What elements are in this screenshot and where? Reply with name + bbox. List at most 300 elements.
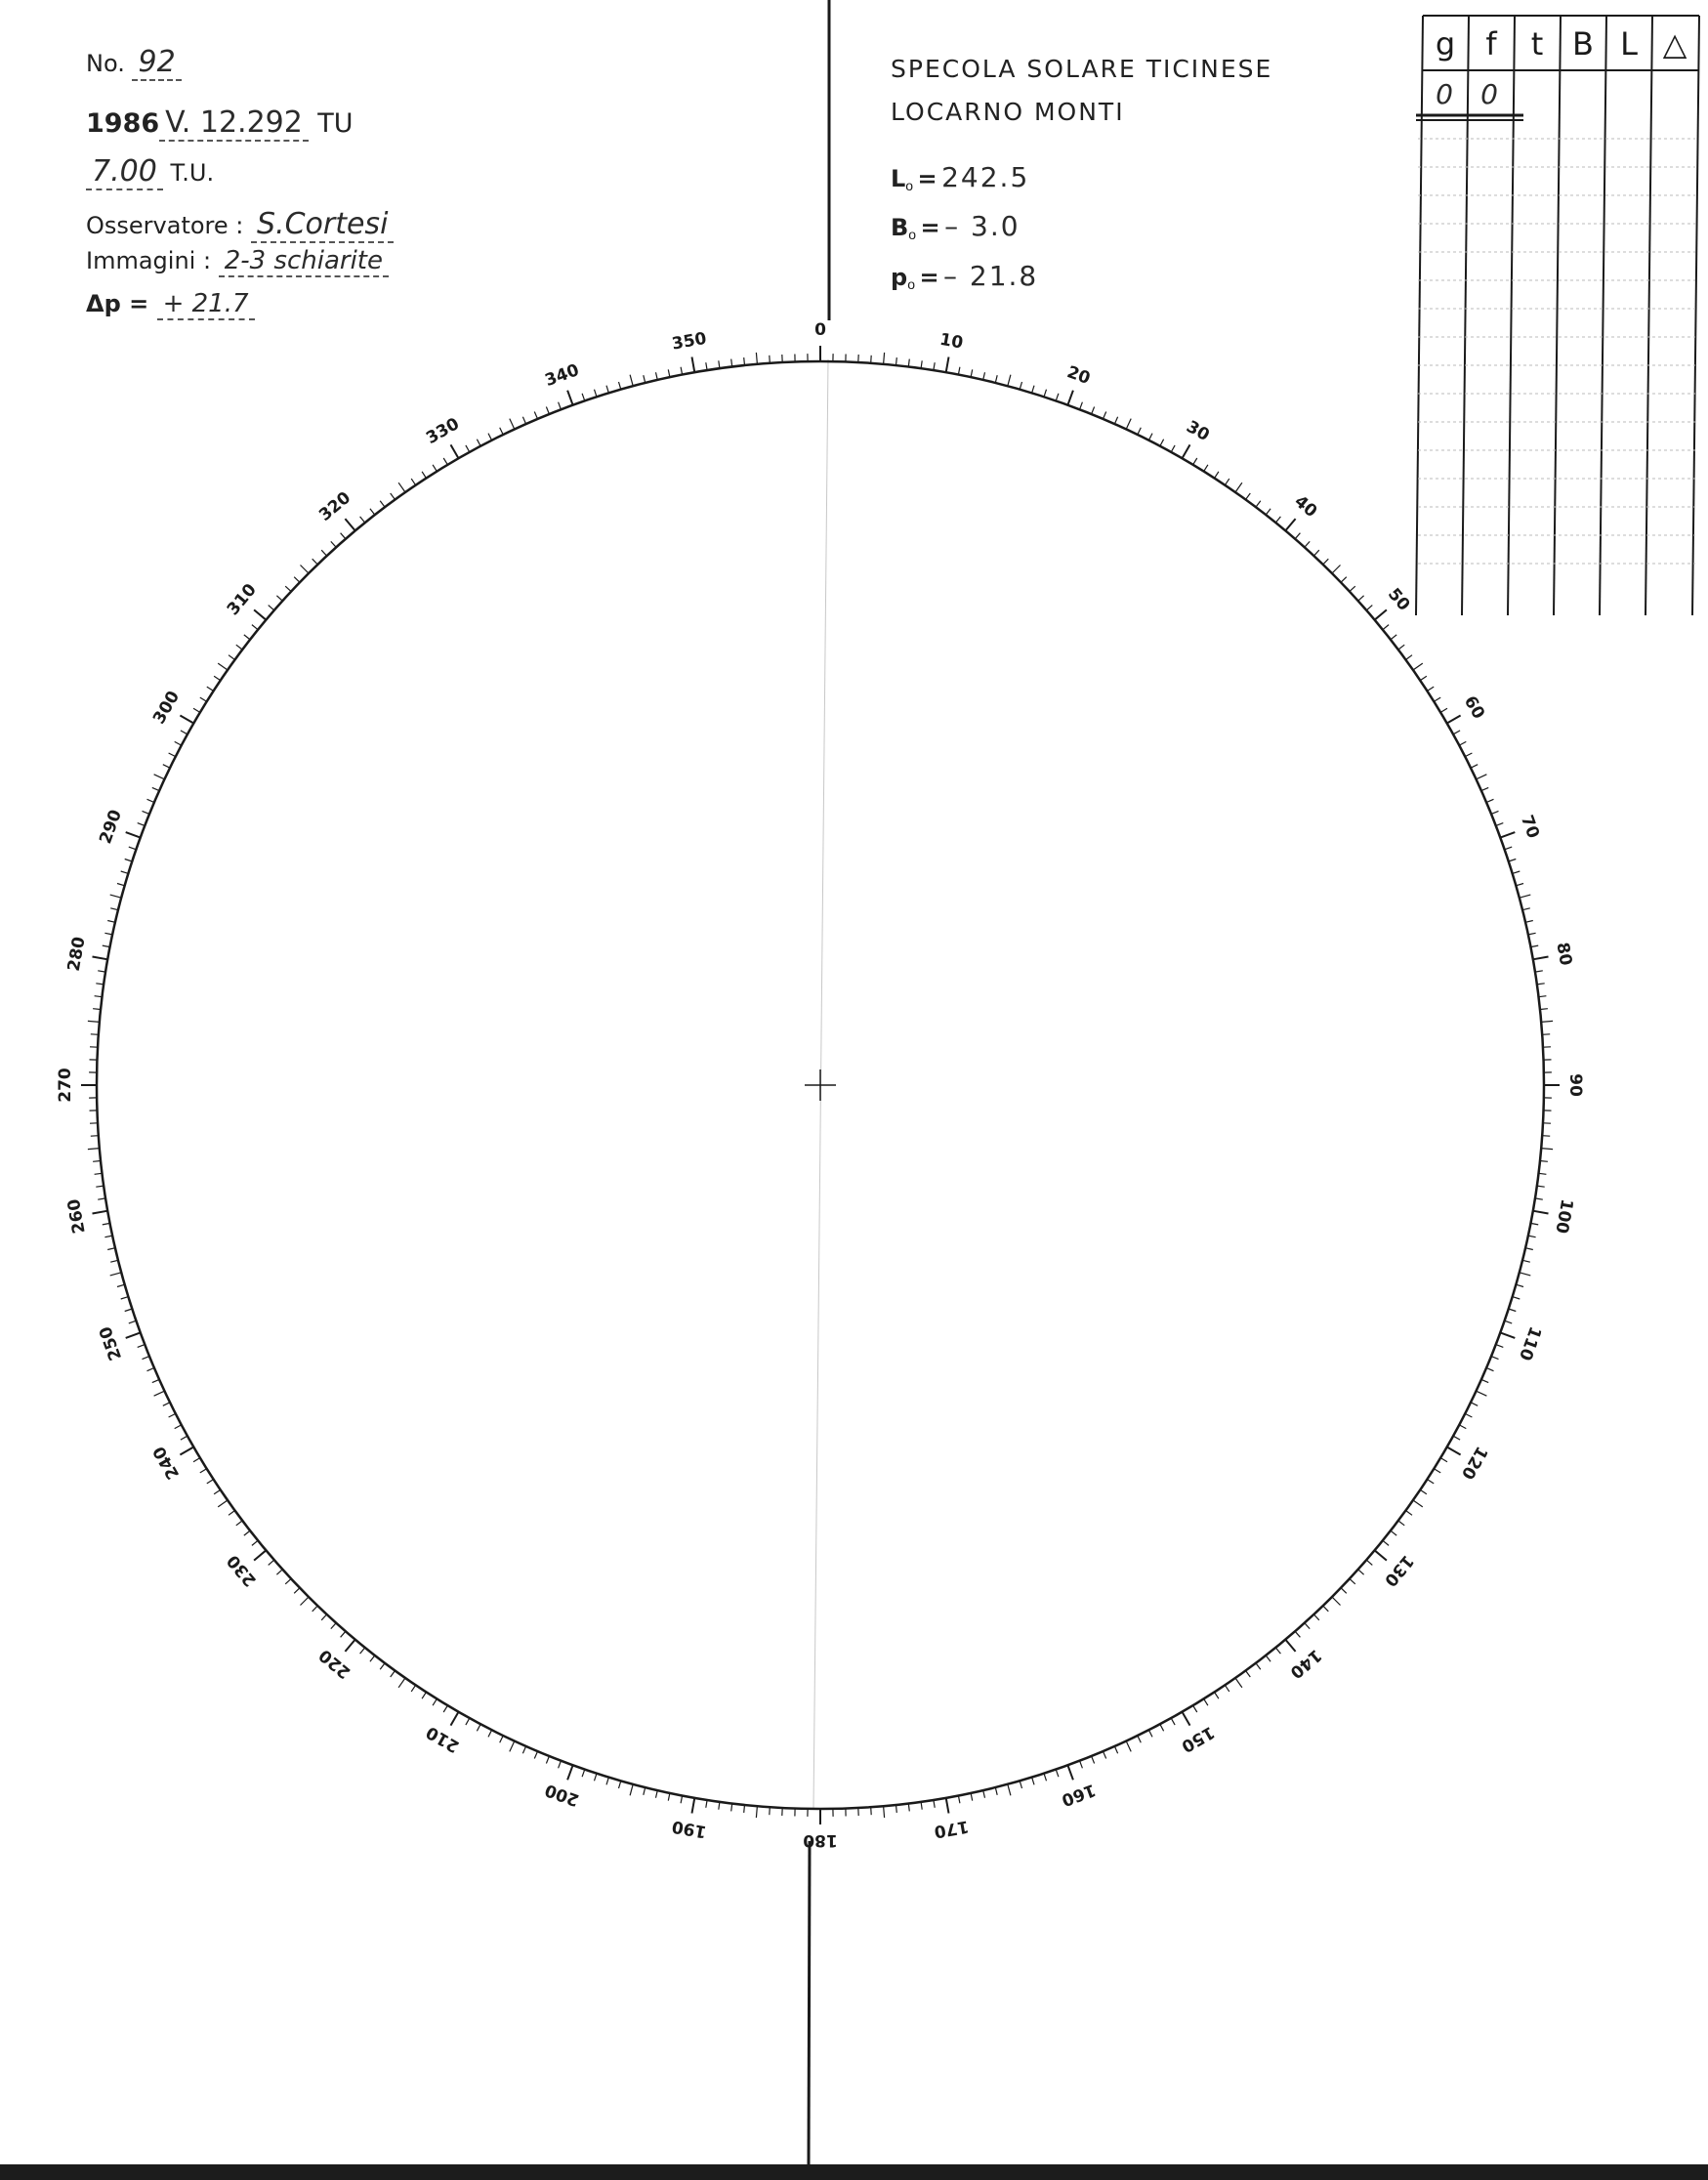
degree-tick — [706, 362, 707, 370]
param-p0-eq: = — [919, 264, 939, 291]
degree-tick — [1148, 434, 1152, 440]
date-value: V. 12.292 — [159, 105, 309, 142]
degree-tick — [896, 357, 897, 365]
degree-tick — [110, 908, 118, 910]
degree-tick — [1486, 799, 1493, 802]
degree-tick — [1067, 1765, 1073, 1780]
degree-tick — [595, 390, 598, 398]
degree-tick — [567, 391, 573, 405]
number-label: No. — [86, 50, 125, 77]
degree-tick — [1285, 519, 1295, 530]
degree-tick — [692, 357, 695, 373]
degree-tick — [884, 353, 885, 364]
degree-tick — [1275, 1648, 1280, 1654]
degree-tick — [103, 945, 110, 947]
degree-tick — [321, 1614, 326, 1620]
degree-tick — [1465, 753, 1472, 757]
degree-tick — [756, 353, 757, 364]
degree-tick — [143, 811, 150, 814]
degree-tick — [331, 1623, 336, 1629]
degree-tick — [1246, 1671, 1251, 1678]
degree-tick — [163, 765, 170, 769]
degree-tick — [1092, 407, 1095, 415]
degree-tick — [1332, 1597, 1341, 1606]
degree-tick — [236, 645, 242, 650]
degree-tick — [1215, 1693, 1219, 1699]
degree-tick — [1391, 635, 1396, 640]
degree-tick — [1434, 697, 1440, 701]
degree-tick — [125, 1309, 133, 1312]
degree-tick — [433, 1698, 437, 1705]
degree-tick — [1505, 847, 1513, 850]
degree-tick — [1126, 419, 1131, 430]
degree-tick — [971, 369, 973, 377]
param-p0-sub: o — [907, 276, 915, 293]
angle-label-50: 50 — [1383, 584, 1414, 615]
degree-tick — [341, 533, 346, 539]
degree-tick — [285, 586, 291, 591]
degree-tick — [175, 1425, 182, 1429]
degree-tick — [1486, 1368, 1493, 1371]
degree-tick — [1114, 1746, 1117, 1753]
degree-tick — [312, 559, 318, 565]
degree-tick — [1447, 1447, 1461, 1455]
degree-tick — [370, 509, 375, 515]
degree-tick — [1505, 1321, 1513, 1323]
degree-tick — [252, 625, 258, 630]
degree-tick — [88, 1149, 100, 1150]
degree-tick — [236, 1521, 242, 1526]
degree-tick — [152, 787, 159, 790]
degree-tick — [510, 419, 515, 430]
degree-tick — [1366, 606, 1372, 610]
degree-tick — [1471, 765, 1478, 769]
degree-tick — [1542, 1034, 1550, 1035]
param-l0-sub: o — [905, 178, 914, 194]
degree-tick — [1533, 957, 1549, 960]
degree-tick — [466, 445, 470, 452]
degree-tick — [147, 1368, 154, 1371]
angle-label-250: 250 — [96, 1323, 127, 1363]
angle-label-330: 330 — [423, 414, 463, 449]
observer-label: Osservatore : — [86, 212, 244, 239]
degree-tick — [567, 1765, 573, 1780]
degree-tick — [644, 1787, 646, 1795]
degree-tick — [606, 386, 608, 394]
images-value: 2-3 schiarite — [219, 246, 389, 277]
degree-tick — [1160, 440, 1164, 446]
observatory-name: SPECOLA SOLARE TICINESE — [891, 55, 1273, 83]
degree-tick — [500, 1736, 504, 1742]
degree-tick — [1183, 1712, 1190, 1726]
degree-tick — [1341, 1588, 1347, 1594]
degree-tick — [983, 1790, 985, 1798]
degree-tick — [1193, 458, 1197, 465]
degree-tick — [619, 382, 621, 390]
degree-tick — [522, 1746, 525, 1753]
degree-tick — [1420, 1489, 1427, 1493]
degree-tick — [126, 1332, 141, 1338]
observatory-location: LOCARNO MONTI — [891, 98, 1125, 126]
degree-tick — [301, 566, 310, 574]
degree-tick — [96, 984, 104, 985]
degree-tick — [1235, 1678, 1242, 1688]
degree-tick — [1171, 445, 1175, 452]
degree-tick — [285, 1578, 291, 1583]
angle-label-40: 40 — [1290, 491, 1321, 523]
degree-tick — [756, 1806, 757, 1818]
param-l0-value: 242.5 — [941, 161, 1030, 193]
degree-tick — [129, 1321, 137, 1323]
degree-tick — [1020, 1781, 1021, 1788]
degree-tick — [1313, 1614, 1318, 1620]
degree-tick — [668, 369, 670, 377]
degree-tick — [1520, 1273, 1531, 1276]
degree-tick — [1114, 417, 1117, 424]
degree-tick — [630, 1784, 633, 1796]
degree-tick — [871, 1807, 872, 1815]
degree-tick — [181, 1436, 187, 1440]
degree-tick — [126, 832, 141, 838]
degree-tick — [121, 1297, 129, 1299]
angle-label-20: 20 — [1063, 362, 1093, 390]
degree-tick — [1246, 493, 1251, 500]
degree-tick — [1080, 402, 1083, 410]
degree-tick — [1375, 609, 1387, 619]
degree-tick — [154, 775, 165, 779]
angle-label-0: 0 — [814, 320, 826, 340]
degree-tick — [731, 1804, 732, 1812]
degree-tick — [946, 1798, 949, 1814]
degree-tick — [254, 1550, 266, 1560]
degree-tick — [1406, 655, 1413, 660]
degree-tick — [1447, 716, 1461, 724]
degree-tick — [522, 417, 525, 424]
angle-label-120: 120 — [1456, 1443, 1491, 1483]
degree-tick — [1008, 375, 1011, 387]
degree-tick — [1067, 391, 1073, 405]
degree-tick — [125, 859, 133, 862]
degree-tick — [1138, 1736, 1142, 1742]
degree-tick — [1459, 1425, 1466, 1429]
degree-tick — [214, 1489, 221, 1493]
degree-tick — [719, 1802, 720, 1810]
angle-label-110: 110 — [1514, 1323, 1545, 1363]
degree-tick — [451, 1712, 459, 1726]
degree-tick — [1275, 517, 1280, 523]
degree-tick — [360, 517, 365, 523]
degree-tick — [169, 753, 176, 757]
degree-tick — [1008, 1784, 1011, 1796]
degree-tick — [1537, 1186, 1545, 1187]
degree-tick — [595, 1774, 598, 1782]
degree-tick — [1341, 577, 1347, 583]
degree-tick — [1295, 1631, 1300, 1637]
degree-tick — [971, 1793, 973, 1801]
degree-tick — [1540, 1009, 1548, 1010]
degree-tick — [744, 1805, 745, 1813]
degree-tick — [1491, 811, 1499, 814]
degree-tick — [1477, 775, 1487, 779]
degree-tick — [107, 921, 115, 923]
degree-tick — [1080, 1761, 1083, 1769]
degree-tick — [1235, 482, 1242, 492]
degree-tick — [1020, 382, 1021, 390]
degree-tick — [229, 655, 235, 660]
degree-tick — [946, 357, 949, 373]
degree-tick — [1459, 741, 1466, 745]
degree-tick — [630, 375, 633, 387]
degree-tick — [770, 356, 771, 363]
angle-label-270: 270 — [56, 1068, 75, 1103]
angle-label-140: 140 — [1285, 1645, 1325, 1683]
degree-tick — [1204, 465, 1208, 472]
degree-tick — [180, 716, 193, 724]
degree-tick — [143, 1357, 150, 1360]
angle-label-210: 210 — [423, 1721, 463, 1756]
degree-tick — [294, 577, 300, 583]
degree-tick — [871, 356, 872, 363]
degree-tick — [1413, 1500, 1423, 1507]
degree-tick — [1522, 908, 1530, 910]
param-b0-value: – 3.0 — [944, 210, 1021, 242]
degree-tick — [1440, 1458, 1447, 1462]
degree-tick — [1183, 444, 1190, 458]
degree-tick — [252, 1540, 258, 1545]
degree-tick — [934, 362, 935, 370]
angle-label-10: 10 — [937, 329, 965, 354]
degree-tick — [312, 1606, 318, 1612]
degree-tick — [181, 731, 187, 734]
degree-tick — [433, 465, 437, 472]
degree-tick — [345, 1640, 354, 1652]
degree-tick — [582, 1770, 585, 1778]
degree-tick — [422, 1693, 426, 1699]
degree-tick — [606, 1778, 608, 1785]
degree-tick — [138, 823, 146, 826]
degree-tick — [1323, 559, 1329, 565]
degree-tick — [921, 360, 922, 368]
degree-tick — [193, 708, 200, 712]
degree-tick — [995, 1787, 997, 1795]
degree-tick — [276, 596, 282, 601]
degree-tick — [1491, 1357, 1499, 1360]
time-value: 7.00 — [86, 154, 163, 190]
degree-tick — [1056, 394, 1059, 401]
degree-tick — [770, 1807, 771, 1815]
table-header-f: f — [1485, 25, 1497, 63]
degree-tick — [477, 1724, 480, 1731]
table-header-g: g — [1435, 25, 1456, 63]
delta-p-value: + 21.7 — [157, 289, 255, 320]
degree-tick — [1509, 859, 1517, 862]
degree-tick — [229, 1511, 235, 1516]
degree-tick — [1500, 1332, 1515, 1338]
degree-tick — [1044, 1774, 1047, 1782]
degree-tick — [1148, 1730, 1152, 1737]
degree-tick — [466, 1718, 470, 1725]
degree-tick — [744, 357, 745, 365]
degree-tick — [103, 1223, 110, 1225]
degree-tick — [559, 1761, 562, 1769]
degree-tick — [1398, 1521, 1404, 1526]
degree-tick — [934, 1800, 935, 1808]
degree-tick — [294, 1588, 300, 1594]
observer-value: S.Cortesi — [251, 207, 394, 243]
degree-tick — [1032, 1778, 1034, 1785]
angle-label-150: 150 — [1178, 1721, 1218, 1756]
degree-tick — [380, 1663, 385, 1669]
degree-tick — [995, 375, 997, 383]
degree-tick — [731, 359, 732, 367]
angle-label-80: 80 — [1552, 941, 1576, 968]
degree-tick — [1535, 971, 1543, 972]
degree-tick — [88, 1021, 100, 1022]
degree-tick — [1528, 1236, 1536, 1237]
degree-tick — [398, 1678, 405, 1688]
degree-tick — [1305, 1623, 1310, 1629]
degree-tick — [1266, 509, 1271, 515]
degree-tick — [681, 1795, 683, 1803]
degree-tick — [398, 482, 405, 492]
degree-tick — [1513, 871, 1521, 873]
angle-label-100: 100 — [1551, 1196, 1577, 1236]
table-cell-f: 0 — [1480, 78, 1498, 110]
degree-tick — [1520, 895, 1531, 898]
degree-tick — [1350, 586, 1355, 591]
bottom-meridian-line — [809, 1841, 810, 2164]
degree-tick — [200, 1469, 207, 1473]
degree-tick — [1513, 1297, 1521, 1299]
degree-tick — [117, 1284, 125, 1286]
degree-tick — [477, 440, 480, 446]
table-cell-g: 0 — [1436, 78, 1453, 110]
degree-tick — [1453, 1436, 1460, 1440]
angle-label-90: 90 — [1565, 1073, 1585, 1097]
angle-label-160: 160 — [1059, 1779, 1099, 1810]
degree-tick — [510, 1741, 515, 1752]
degree-tick — [214, 676, 221, 680]
degree-tick — [341, 1631, 346, 1637]
degree-tick — [1305, 541, 1310, 547]
degree-tick — [276, 1570, 282, 1574]
degree-tick — [908, 1804, 909, 1812]
degree-tick — [93, 1161, 101, 1162]
degree-tick — [1481, 1379, 1488, 1382]
degree-tick — [681, 367, 683, 375]
degree-tick — [200, 697, 207, 701]
degree-tick — [582, 394, 585, 401]
degree-tick — [104, 1236, 112, 1237]
degree-tick — [218, 663, 228, 670]
degree-tick — [207, 1480, 214, 1484]
degree-tick — [1541, 1021, 1553, 1022]
param-p0-label: p — [891, 264, 908, 291]
degree-tick — [121, 871, 129, 873]
degree-tick — [411, 1685, 415, 1692]
degree-tick — [1358, 1570, 1364, 1574]
degree-tick — [301, 1597, 310, 1606]
degree-tick — [207, 687, 214, 691]
degree-tick — [1313, 550, 1318, 556]
degree-tick — [958, 1795, 960, 1803]
degree-tick — [96, 1186, 104, 1187]
degree-tick — [331, 541, 336, 547]
degree-tick — [1481, 787, 1488, 790]
degree-tick — [1420, 676, 1427, 680]
degree-tick — [921, 1802, 922, 1810]
degree-tick — [443, 1705, 447, 1712]
angle-label-230: 230 — [223, 1550, 261, 1590]
degree-tick — [1225, 1685, 1229, 1692]
param-b0-label: B — [891, 214, 909, 241]
degree-tick — [1350, 1578, 1355, 1583]
degree-tick — [1171, 1718, 1175, 1725]
degree-tick — [546, 1756, 549, 1764]
degree-tick — [110, 1273, 122, 1276]
degree-tick — [1537, 984, 1545, 985]
degree-tick — [110, 895, 122, 898]
degree-tick — [1541, 1149, 1553, 1150]
degree-tick — [110, 1260, 118, 1262]
degree-tick — [1516, 1284, 1523, 1286]
degree-tick — [656, 372, 658, 380]
table-header-t: t — [1530, 25, 1544, 63]
degree-tick — [1285, 1640, 1295, 1652]
degree-tick — [422, 472, 426, 479]
degree-tick — [1530, 945, 1538, 947]
param-b0-sub: o — [908, 227, 917, 243]
degree-tick — [1044, 390, 1047, 398]
degree-tick — [254, 609, 266, 619]
degree-tick — [1256, 501, 1261, 507]
degree-tick — [345, 519, 354, 530]
degree-tick — [534, 412, 537, 419]
angle-label-200: 200 — [542, 1779, 582, 1810]
degree-tick — [154, 1391, 165, 1396]
degree-tick — [321, 550, 326, 556]
param-b0-eq: = — [920, 214, 940, 241]
degree-tick — [104, 933, 112, 935]
degree-tick — [1358, 596, 1364, 601]
degree-tick — [93, 957, 108, 960]
degree-tick — [1332, 566, 1341, 574]
degree-tick — [163, 1403, 170, 1406]
angle-label-300: 300 — [149, 688, 185, 728]
degree-tick — [91, 1136, 99, 1137]
degree-tick — [488, 1730, 492, 1737]
angle-label-180: 180 — [803, 1830, 838, 1850]
degree-tick — [1453, 731, 1460, 734]
degree-tick — [451, 444, 459, 458]
degree-tick — [1295, 533, 1300, 539]
degree-tick — [1471, 1403, 1478, 1406]
degree-tick — [443, 458, 447, 465]
degree-tick — [644, 375, 646, 383]
degree-tick — [1160, 1724, 1164, 1731]
degree-tick — [95, 996, 103, 997]
angle-label-260: 260 — [63, 1196, 90, 1236]
degree-tick — [1398, 645, 1404, 650]
degree-tick — [619, 1781, 621, 1788]
degree-tick — [668, 1793, 670, 1801]
footer-bar — [0, 2164, 1708, 2180]
param-l0-eq: = — [917, 165, 937, 192]
angle-label-320: 320 — [315, 487, 355, 525]
degree-tick — [1256, 1663, 1261, 1669]
degree-tick — [269, 1560, 274, 1565]
degree-tick — [360, 1648, 365, 1654]
